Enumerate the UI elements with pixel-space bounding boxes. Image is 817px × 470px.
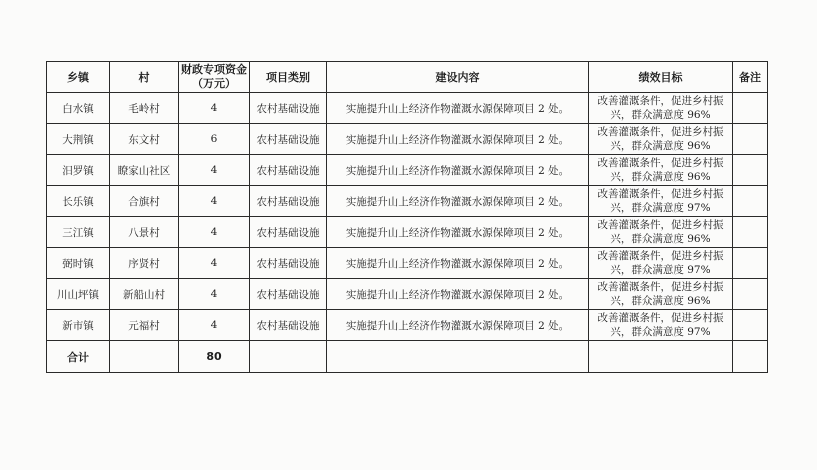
cell-category: 农村基础设施 — [250, 217, 327, 248]
cell-goal: 改善灌溉条件，促进乡村振兴，群众满意度 97% — [589, 186, 733, 217]
cell-content: 实施提升山上经济作物灌溉水源保障项目 2 处。 — [327, 279, 589, 310]
cell-village: 元福村 — [110, 310, 179, 341]
cell-funds: 4 — [179, 186, 250, 217]
table-row — [47, 186, 768, 217]
cell-remark — [733, 310, 768, 341]
total-funds: 80 — [179, 341, 250, 373]
total-empty-cell — [327, 341, 589, 373]
header-township: 乡镇 — [47, 62, 110, 93]
cell-village: 瞭家山社区 — [110, 155, 179, 186]
table-row — [47, 310, 768, 341]
total-empty-cell — [589, 341, 733, 373]
header-goal: 绩效目标 — [589, 62, 733, 93]
cell-township: 大荆镇 — [47, 124, 110, 155]
cell-village: 合旗村 — [110, 186, 179, 217]
cell-goal: 改善灌溉条件，促进乡村振兴，群众满意度 96% — [589, 93, 733, 124]
total-label: 合计 — [47, 341, 110, 373]
cell-village: 新船山村 — [110, 279, 179, 310]
total-row — [47, 341, 768, 373]
cell-township: 三江镇 — [47, 217, 110, 248]
cell-content: 实施提升山上经济作物灌溉水源保障项目 2 处。 — [327, 310, 589, 341]
project-table — [46, 61, 768, 373]
cell-category: 农村基础设施 — [250, 155, 327, 186]
cell-funds: 4 — [179, 310, 250, 341]
cell-remark — [733, 248, 768, 279]
cell-township: 白水镇 — [47, 93, 110, 124]
total-empty-cell — [733, 341, 768, 373]
cell-content: 实施提升山上经济作物灌溉水源保障项目 2 处。 — [327, 217, 589, 248]
cell-goal: 改善灌溉条件，促进乡村振兴，群众满意度 96% — [589, 155, 733, 186]
header-content: 建设内容 — [327, 62, 589, 93]
cell-category: 农村基础设施 — [250, 279, 327, 310]
cell-funds: 4 — [179, 93, 250, 124]
table-row — [47, 248, 768, 279]
cell-goal: 改善灌溉条件，促进乡村振兴，群众满意度 97% — [589, 248, 733, 279]
cell-remark — [733, 279, 768, 310]
cell-funds: 4 — [179, 279, 250, 310]
cell-funds: 6 — [179, 124, 250, 155]
cell-category: 农村基础设施 — [250, 124, 327, 155]
header-village: 村 — [110, 62, 179, 93]
cell-remark — [733, 124, 768, 155]
cell-goal: 改善灌溉条件，促进乡村振兴，群众满意度 96% — [589, 124, 733, 155]
cell-funds: 4 — [179, 248, 250, 279]
total-empty-cell — [110, 341, 179, 373]
cell-remark — [733, 93, 768, 124]
cell-content: 实施提升山上经济作物灌溉水源保障项目 2 处。 — [327, 248, 589, 279]
cell-content: 实施提升山上经济作物灌溉水源保障项目 2 处。 — [327, 186, 589, 217]
table-row — [47, 124, 768, 155]
cell-goal: 改善灌溉条件，促进乡村振兴，群众满意度 96% — [589, 217, 733, 248]
cell-category: 农村基础设施 — [250, 93, 327, 124]
cell-content: 实施提升山上经济作物灌溉水源保障项目 2 处。 — [327, 124, 589, 155]
header-remark: 备注 — [733, 62, 768, 93]
cell-category: 农村基础设施 — [250, 248, 327, 279]
cell-village: 八景村 — [110, 217, 179, 248]
cell-township: 长乐镇 — [47, 186, 110, 217]
cell-village: 东文村 — [110, 124, 179, 155]
table-row — [47, 155, 768, 186]
cell-goal: 改善灌溉条件，促进乡村振兴，群众满意度 96% — [589, 279, 733, 310]
cell-village: 序贤村 — [110, 248, 179, 279]
cell-township: 新市镇 — [47, 310, 110, 341]
cell-township: 弼时镇 — [47, 248, 110, 279]
table-row — [47, 93, 768, 124]
cell-content: 实施提升山上经济作物灌溉水源保障项目 2 处。 — [327, 93, 589, 124]
table-header-row — [47, 62, 768, 93]
cell-township: 川山坪镇 — [47, 279, 110, 310]
cell-remark — [733, 186, 768, 217]
cell-category: 农村基础设施 — [250, 186, 327, 217]
cell-content: 实施提升山上经济作物灌溉水源保障项目 2 处。 — [327, 155, 589, 186]
cell-remark — [733, 155, 768, 186]
cell-remark — [733, 217, 768, 248]
cell-category: 农村基础设施 — [250, 310, 327, 341]
table-row — [47, 217, 768, 248]
cell-funds: 4 — [179, 217, 250, 248]
cell-village: 毛岭村 — [110, 93, 179, 124]
cell-township: 汨罗镇 — [47, 155, 110, 186]
header-category: 项目类别 — [250, 62, 327, 93]
total-empty-cell — [250, 341, 327, 373]
table-row — [47, 279, 768, 310]
cell-goal: 改善灌溉条件，促进乡村振兴，群众满意度 97% — [589, 310, 733, 341]
cell-funds: 4 — [179, 155, 250, 186]
header-funds: 财政专项资金（万元） — [179, 62, 250, 93]
